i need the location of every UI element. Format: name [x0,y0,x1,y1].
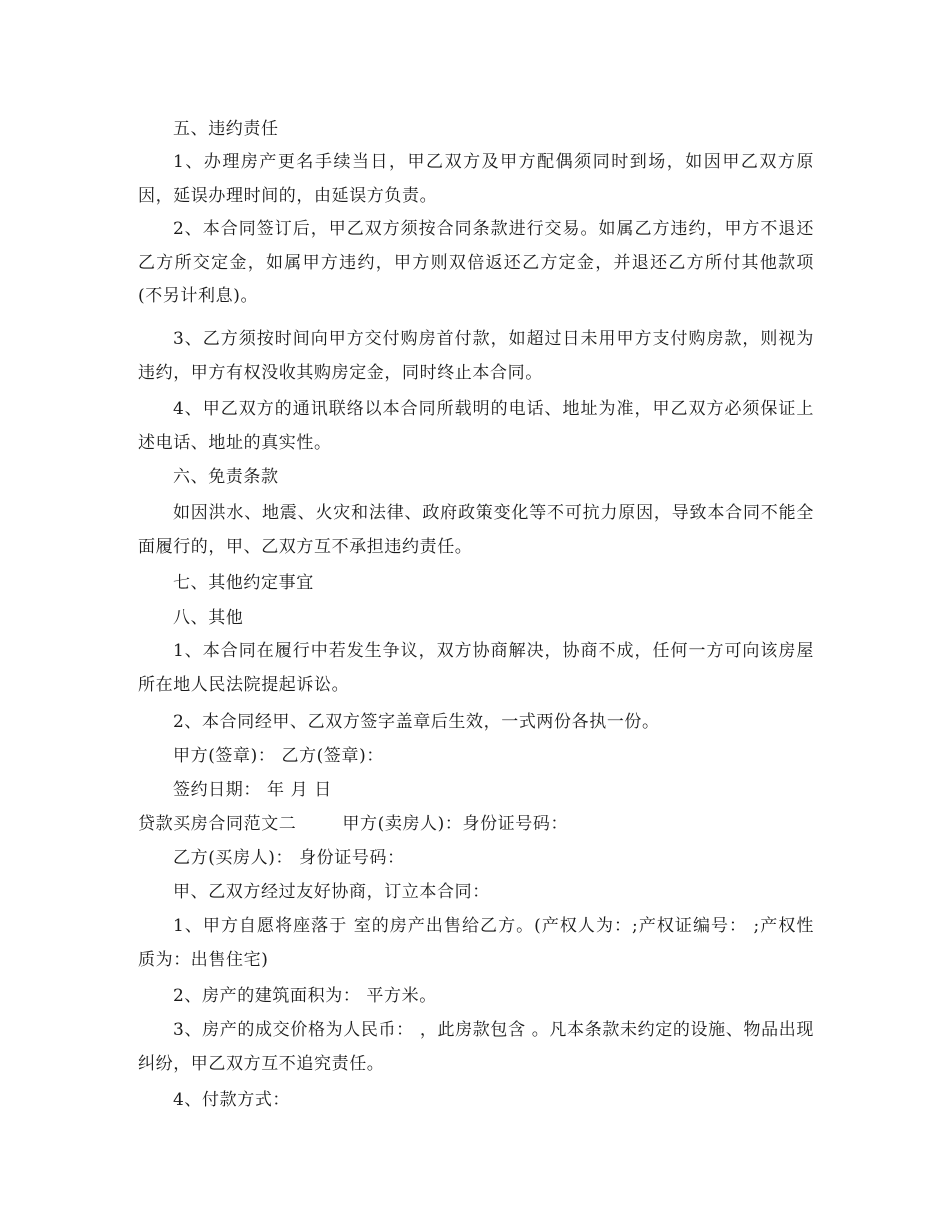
signature-line: 甲方(签章)： 乙方(签章)： [173,746,384,766]
section-heading: 七、其他约定事宜 [173,573,314,593]
party-b-line: 乙方(买房人)： 身份证号码： [173,848,405,868]
paragraph: 4、付款方式： [173,1090,291,1110]
document-title-line [138,808,814,842]
paragraph: 如因洪水、地震、火灾和法律、政府政策变化等不可抗力原因，导致本合同不能全面履行的，甲、乙双方互不承担违约责任。 [138,503,814,557]
paragraph: 4、甲乙双方的通讯联络以本合同所载明的电话、地址为准，甲乙双方必须保证上述电话、地址的真实性。 [138,399,814,453]
paragraph: 1、本合同在履行中若发生争议，双方协商解决，协商不成，任何一方可向该房屋所在地人民法院提起诉讼。 [138,641,814,695]
paragraph: 2、房产的建筑面积为： 平方米。 [173,986,437,1006]
signing-date-line: 签约日期： 年 月 日 [173,780,332,800]
party-a-line: 甲方(卖房人)：身份证号码： [342,814,569,834]
document-title: 贷款买房合同范文二 [138,814,297,834]
paragraph: 2、本合同签订后，甲乙双方须按合同条款进行交易。如属乙方违约，甲方不退还乙方所交定金，如属甲方违约，甲方则双倍返还乙方定金，并退还乙方所付其他款项(不另计利息)。 [138,219,814,306]
paragraph: 3、房产的成交价格为人民币： ，此房款包含 。凡本条款未约定的设施、物品出现纠纷，甲乙双方互不追究责任。 [138,1020,814,1074]
paragraph: 1、办理房产更名手续当日，甲乙双方及甲方配偶须同时到场，如因甲乙双方原因，延误办理时间的，由延误方负责。 [138,152,814,206]
paragraph: 1、甲方自愿将座落于 室的房产出售给乙方。(产权人为：;产权证编号： ;产权性质为：出售住宅) [138,916,814,970]
paragraph: 3、乙方须按时间向甲方交付购房首付款，如超过日未用甲方支付购房款，则视为违约，甲方有权没收其购房定金，同时终止本合同。 [138,329,814,383]
section-heading: 八、其他 [173,608,244,628]
section-heading: 六、免责条款 [173,467,279,487]
paragraph: 2、本合同经甲、乙双方签字盖章后生效，一式两份各执一份。 [173,712,660,732]
paragraph: 甲、乙双方经过友好协商，订立本合同： [173,882,490,902]
section-heading: 五、违约责任 [173,119,279,139]
